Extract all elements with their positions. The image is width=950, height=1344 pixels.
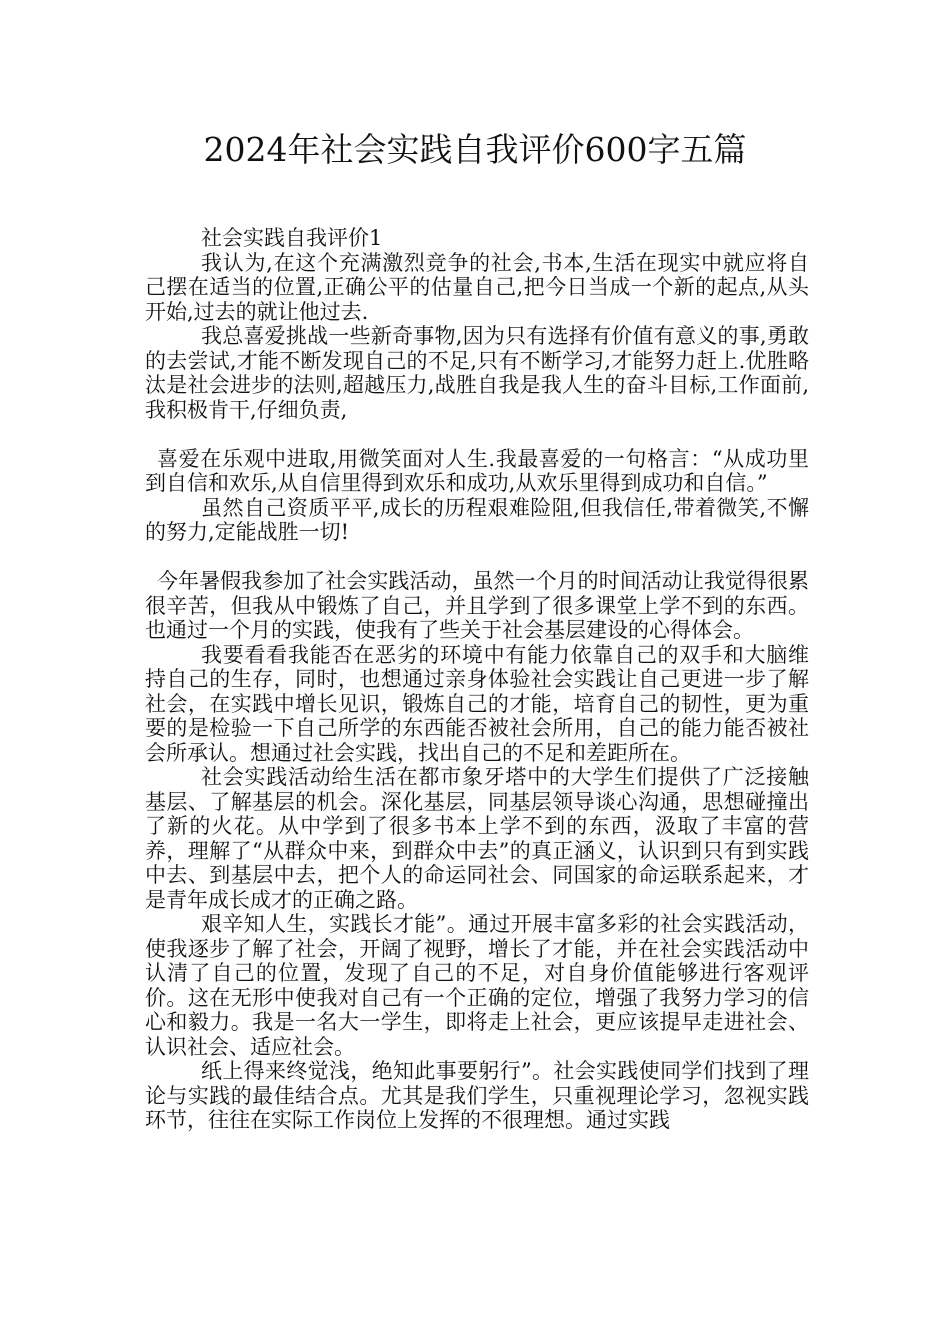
paragraph: 艰辛知人生，实践长才能”。通过开展丰富多彩的社会实践活动，使我逐步了解了社会，开阔了视野，增长了才能，并在社会实践活动中认清了自己的位置，发现了自己的不足，对自身价值能够进行客观评价。这在无形中使我对自己有一个正确的定位，增强了我努力学习的信心和毅力。我是一名大一学生，即将走上社会，更应该提早走进社会、认识社会、适应社会。: [145, 912, 809, 1059]
paragraph: 纸上得来终觉浅，绝知此事要躬行”。社会实践使同学们找到了理论与实践的最佳结合点。尤其是我们学生，只重视理论学习，忽视实践环节，往往在实际工作岗位上发挥的不很理想。通过实践: [145, 1059, 809, 1132]
paragraph: 今年暑假我参加了社会实践活动，虽然一个月的时间活动让我觉得很累很辛苦，但我从中锻炼了自己，并且学到了很多课堂上学不到的东西。也通过一个月的实践，使我有了些关于社会基层建设的心得体会。: [145, 569, 809, 642]
paragraph: 虽然自己资质平平,成长的历程艰难险阻,但我信任,带着微笑,不懈的努力,定能战胜一切!: [145, 495, 809, 544]
paragraph-gap: [145, 422, 809, 447]
document-body: [145, 226, 809, 1133]
section-heading: 社会实践自我评价1: [201, 226, 383, 250]
paragraph: 我要看看我能否在恶劣的环境中有能力依靠自己的双手和大脑维持自己的生存，同时，也想通过亲身体验社会实践让自己更进一步了解社会，在实践中增长见识，锻炼自己的才能，培育自己的韧性，更为重要的是检验一下自己所学的东西能否被社会所用，自己的能力能否被社会所承认。想通过社会实践，找出自己的不足和差距所在。: [145, 642, 809, 765]
paragraph: 喜爱在乐观中进取,用微笑面对人生.我最喜爱的一句格言：“从成功里到自信和欢乐,从自信里得到欢乐和成功,从欢乐里得到成功和自信。”: [145, 446, 809, 495]
document-title: 2024年社会实践自我评价600字五篇: [203, 130, 747, 169]
paragraph: 我认为,在这个充满激烈竞争的社会,书本,生活在现实中就应将自己摆在适当的位置,正确公平的估量自己,把今日当成一个新的起点,从头开始,过去的就让他过去.: [145, 250, 809, 324]
paragraph-gap: [145, 545, 809, 570]
paragraph: 我总喜爱挑战一些新奇事物,因为只有选择有价值有意义的事,勇敢的去尝试,才能不断发现自己的不足,只有不断学习,才能努力赶上.优胜略汰是社会进步的法则,超越压力,战胜自我是我人生的奋斗目标,工作面前,我积极肯干,仔细负责,: [145, 324, 809, 422]
paragraph: 社会实践活动给生活在都市象牙塔中的大学生们提供了广泛接触基层、了解基层的机会。深化基层，同基层领导谈心沟通，思想碰撞出了新的火花。从中学到了很多书本上学不到的东西，汲取了丰富的营养，理解了“从群众中来，到群众中去”的真正涵义，认识到只有到实践中去、到基层中去，把个人的命运同社会、同国家的命运联系起来，才是青年成长成才的正确之路。: [145, 765, 809, 912]
